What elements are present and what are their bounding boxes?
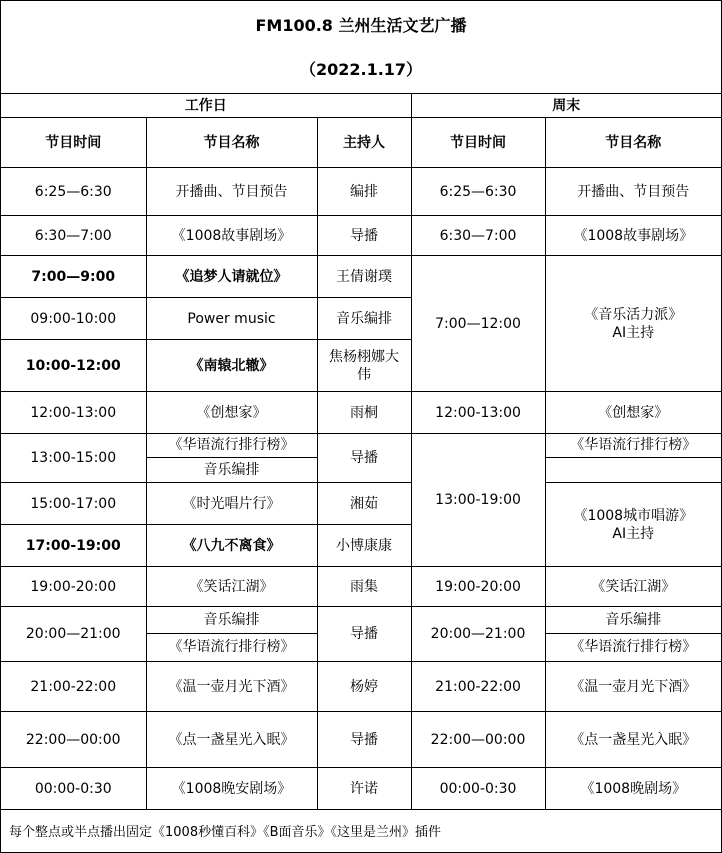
group-header-row bbox=[1, 94, 721, 118]
host-cell: 导播 bbox=[317, 434, 411, 483]
col-header-host: 主持人 bbox=[317, 118, 411, 168]
host-name: 焦杨栩娜大伟 bbox=[329, 348, 400, 383]
weekend-program-name: 《音乐活力派》 bbox=[584, 306, 683, 323]
weekday-group-header: 工作日 bbox=[1, 94, 411, 118]
time-cell: 13:00-15:00 bbox=[1, 434, 146, 483]
table-row bbox=[1, 662, 721, 712]
time-cell: 17:00-19:00 bbox=[1, 525, 146, 567]
weekend-group-header: 周末 bbox=[411, 94, 721, 118]
page-title: FM100.8 兰州生活文艺广播 bbox=[255, 16, 467, 35]
program-cell: 《笑话江湖》 bbox=[146, 567, 317, 607]
program-cell bbox=[146, 434, 317, 483]
table-row bbox=[1, 607, 721, 662]
time-cell: 10:00-12:00 bbox=[1, 340, 146, 392]
host-cell: 许诺 bbox=[317, 768, 411, 810]
table-row bbox=[1, 712, 721, 768]
col-header-time: 节目时间 bbox=[1, 118, 146, 168]
time-cell: 12:00-13:00 bbox=[1, 392, 146, 434]
time-cell: 7:00—9:00 bbox=[1, 256, 146, 298]
weekend-time-cell: 12:00-13:00 bbox=[411, 392, 545, 434]
weekend-program-cell: 开播曲、节目预告 bbox=[545, 168, 721, 216]
time-cell: 21:00-22:00 bbox=[1, 662, 146, 712]
col-header-weekend-name: 节目名称 bbox=[545, 118, 721, 168]
weekend-time-cell: 19:00-20:00 bbox=[411, 567, 545, 607]
program-cell: 《南辕北辙》 bbox=[146, 340, 317, 392]
program-cell: 《创想家》 bbox=[146, 392, 317, 434]
schedule-date: （2022.1.17） bbox=[299, 60, 423, 79]
program-name-a: 《华语流行排行榜》 bbox=[147, 434, 317, 458]
program-cell: 《追梦人请就位》 bbox=[146, 256, 317, 298]
host-cell: 湘茹 bbox=[317, 483, 411, 525]
weekend-time-cell: 20:00—21:00 bbox=[411, 607, 545, 662]
program-name-b: 《华语流行排行榜》 bbox=[168, 639, 295, 655]
col-header-weekend-time: 节目时间 bbox=[411, 118, 545, 168]
time-cell: 15:00-17:00 bbox=[1, 483, 146, 525]
program-name-b: 音乐编排 bbox=[203, 462, 260, 478]
time-cell: 6:30—7:00 bbox=[1, 216, 146, 256]
weekend-program-cell: 《1008晚剧场》 bbox=[545, 768, 721, 810]
column-header-row bbox=[1, 118, 721, 168]
table-row bbox=[1, 216, 721, 256]
program-cell: 《1008晚安剧场》 bbox=[146, 768, 317, 810]
table-row bbox=[1, 567, 721, 607]
table-row bbox=[1, 434, 721, 483]
host-cell: 王倩谢璞 bbox=[317, 256, 411, 298]
program-cell: 开播曲、节目预告 bbox=[146, 168, 317, 216]
weekend-program-name-a: 音乐编排 bbox=[546, 607, 722, 634]
time-cell: 19:00-20:00 bbox=[1, 567, 146, 607]
time-cell: 6:25—6:30 bbox=[1, 168, 146, 216]
weekend-program-name-b: 《华语流行排行榜》 bbox=[570, 639, 697, 655]
weekend-time-cell: 13:00-19:00 bbox=[411, 434, 545, 567]
host-cell: 小博康康 bbox=[317, 525, 411, 567]
weekend-program-cell: 《创想家》 bbox=[545, 392, 721, 434]
time-cell: 00:00-0:30 bbox=[1, 768, 146, 810]
program-cell: 《八九不离食》 bbox=[146, 525, 317, 567]
weekend-program-cell: 《1008故事剧场》 bbox=[545, 216, 721, 256]
time-cell: 22:00—00:00 bbox=[1, 712, 146, 768]
weekend-program-name: 《1008城市唱游》 bbox=[573, 507, 694, 524]
program-cell: 《温一壶月光下酒》 bbox=[146, 662, 317, 712]
weekend-program-cell: 《点一盏星光入眠》 bbox=[545, 712, 721, 768]
host-cell: 编排 bbox=[317, 168, 411, 216]
weekend-program-host: AI主持 bbox=[612, 525, 655, 542]
table-row bbox=[1, 768, 721, 810]
program-name-a: 音乐编排 bbox=[147, 607, 317, 634]
time-cell: 09:00-10:00 bbox=[1, 298, 146, 340]
table-row bbox=[1, 392, 721, 434]
host-cell: 导播 bbox=[317, 712, 411, 768]
host-cell bbox=[317, 340, 411, 392]
host-cell: 杨婷 bbox=[317, 662, 411, 712]
weekend-time-cell: 7:00—12:00 bbox=[411, 256, 545, 392]
footer-note: 每个整点或半点播出固定《1008秒懂百科》《B面音乐》《这里是兰州》插件 bbox=[9, 825, 442, 840]
program-cell: 《时光唱片行》 bbox=[146, 483, 317, 525]
weekend-time-cell: 6:30—7:00 bbox=[411, 216, 545, 256]
program-cell bbox=[146, 607, 317, 662]
schedule-table bbox=[1, 93, 721, 810]
weekend-program-cell bbox=[545, 434, 721, 483]
weekend-time-cell: 22:00—00:00 bbox=[411, 712, 545, 768]
weekend-program-cell bbox=[545, 607, 721, 662]
host-cell: 导播 bbox=[317, 607, 411, 662]
weekend-time-cell: 6:25—6:30 bbox=[411, 168, 545, 216]
table-row bbox=[1, 256, 721, 298]
weekend-program-cell bbox=[545, 256, 721, 392]
col-header-name: 节目名称 bbox=[146, 118, 317, 168]
weekend-program-name: 《华语流行排行榜》 bbox=[546, 434, 722, 458]
weekend-program-cell: 《笑话江湖》 bbox=[545, 567, 721, 607]
program-cell: 《点一盏星光入眠》 bbox=[146, 712, 317, 768]
program-cell: 《1008故事剧场》 bbox=[146, 216, 317, 256]
weekend-program-cell: 《温一壶月光下酒》 bbox=[545, 662, 721, 712]
table-row bbox=[1, 483, 721, 525]
program-cell: Power music bbox=[146, 298, 317, 340]
time-cell: 20:00—21:00 bbox=[1, 607, 146, 662]
weekend-program-host: AI主持 bbox=[612, 324, 655, 341]
weekend-time-cell: 21:00-22:00 bbox=[411, 662, 545, 712]
table-row bbox=[1, 168, 721, 216]
weekend-program-cell bbox=[545, 483, 721, 567]
host-cell: 音乐编排 bbox=[317, 298, 411, 340]
host-cell: 雨桐 bbox=[317, 392, 411, 434]
host-cell: 导播 bbox=[317, 216, 411, 256]
host-cell: 雨集 bbox=[317, 567, 411, 607]
weekend-time-cell: 00:00-0:30 bbox=[411, 768, 545, 810]
